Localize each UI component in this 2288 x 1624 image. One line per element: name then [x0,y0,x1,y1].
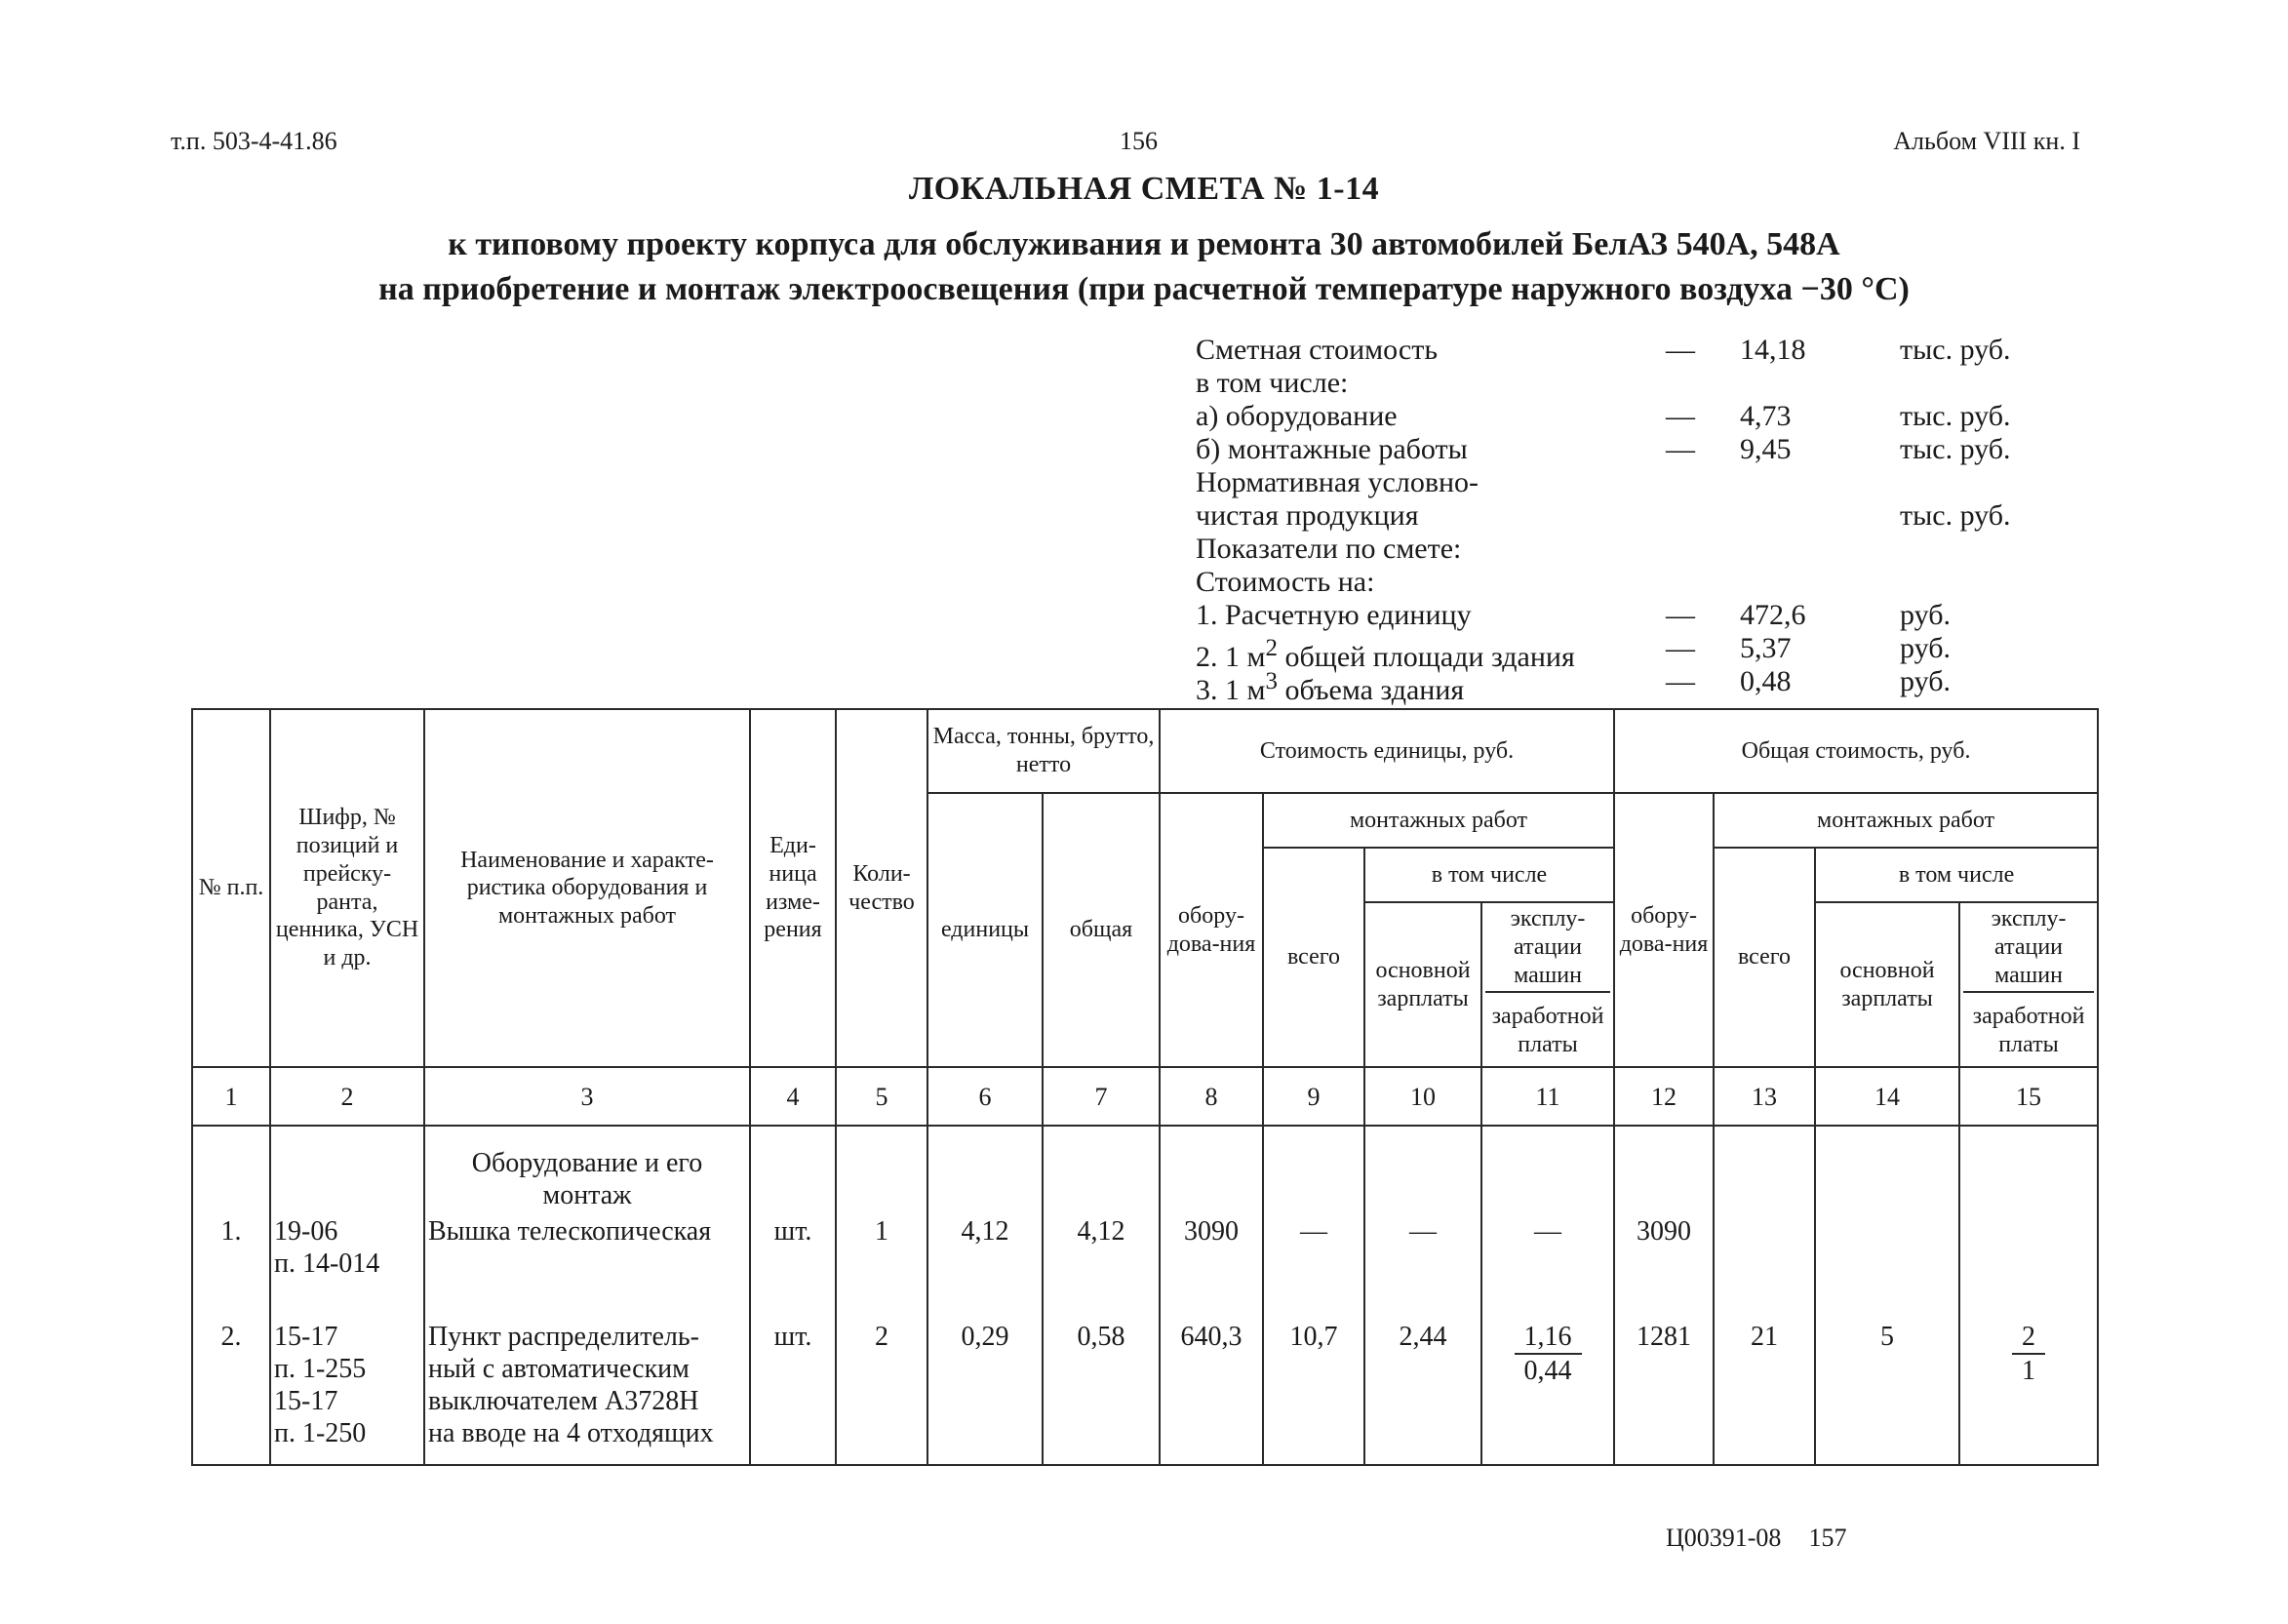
cell-total-install [1714,1213,1815,1319]
summary-unit: руб. [1900,632,1951,664]
summary-label: в том числе: [1196,367,1349,399]
section-title: Оборудование и его монтаж [424,1145,750,1213]
footer-code: Ц00391-08 [1666,1524,1782,1552]
header-mass-unit: единицы [927,793,1043,1067]
cell-mass-unit: 0,29 [927,1319,1043,1465]
summary-label: Показатели по смете: [1196,533,1462,565]
summary-value: 5,37 [1740,632,1792,664]
superscript: 2 [1265,635,1278,661]
code-line: п. 14-014 [274,1248,380,1280]
header-total-including: в том числе [1815,848,2098,902]
summary-unit: руб. [1900,665,1951,697]
header-total-cost: Общая стоимость, руб. [1614,709,2098,793]
name-line: ный с автоматическим [428,1354,690,1385]
header-total-equipment: обору-дова-ния [1614,793,1714,1067]
name-line: выключателем А3728Н [428,1386,699,1417]
code-line: 15-17 [274,1322,338,1353]
cell-unit: шт. [750,1213,836,1319]
cell-code [270,1319,424,1465]
summary-label: 1. Расчетную единицу [1196,599,1472,631]
summary-unit: тыс. руб. [1900,334,2011,366]
column-number: 2 [270,1067,424,1126]
summary-label: а) оборудование [1196,400,1398,432]
spacer-row [192,1126,2098,1145]
cell-unit-equipment: 640,3 [1160,1319,1263,1465]
summary-dash: — [1666,665,1695,697]
label-pre: 3. 1 м [1196,674,1266,706]
header-unit-install: монтажных работ [1263,793,1614,848]
machine-label: эксплу-атации машин [1485,905,1610,993]
summary-dash: — [1666,632,1695,664]
cell-unit-equipment: 3090 [1160,1213,1263,1319]
table-row [192,1213,2098,1319]
summary-value: 14,18 [1740,334,1806,366]
header-mass-total: общая [1043,793,1160,1067]
header-mass: Масса, тонны, брутто, нетто [927,709,1160,793]
cell-total-install: 21 [1714,1319,1815,1465]
cell-total-machine [1959,1213,2098,1319]
cell-total-equipment: 1281 [1614,1319,1714,1465]
subtitle-line-1: к типовому проекту корпуса для обслуживания и ремонта 30 автомобилей БелАЗ 540А, 548А [448,226,1840,262]
cell-name: Вышка телескопическая [424,1213,750,1319]
column-number: 4 [750,1067,836,1126]
code-line: п. 1-255 [274,1354,367,1385]
column-number: 8 [1160,1067,1263,1126]
header-total-machine [1959,902,2098,995]
header-total-install-total: всего [1714,848,1815,1067]
column-number: 7 [1043,1067,1160,1126]
summary-unit: руб. [1900,599,1951,631]
cell-qty: 1 [836,1213,927,1319]
cell-unit-machine: — [1481,1213,1614,1319]
subtitle-line-2: на приобретение и монтаж электроосвещения (при расчетной температуре наружного воздуха −30 °С) [378,271,1910,307]
column-number: 11 [1481,1067,1614,1126]
fraction-bottom: 0,44 [1523,1356,1572,1387]
header-code: Шифр, № позиций и прейску-ранта, ценника, УСН и др. [270,709,424,1067]
summary-label: Нормативная условно- [1196,466,1479,498]
summary-dash: — [1666,599,1695,631]
column-number: 5 [836,1067,927,1126]
document-title: ЛОКАЛЬНАЯ СМЕТА № 1-14 [908,171,1380,207]
name-line: на вводе на 4 отходящих [428,1418,714,1449]
column-number: 10 [1364,1067,1481,1126]
footer [1666,1524,1874,1553]
cell-code [270,1213,424,1319]
table-row [192,1319,2098,1465]
footer-page: 157 [1808,1524,1847,1552]
fraction [2012,1321,2045,1387]
fraction-top: 1,16 [1515,1321,1582,1355]
column-number: 6 [927,1067,1043,1126]
header-total-wages: заработной платы [1959,995,2098,1067]
cell-total-base-salary: 5 [1815,1319,1959,1465]
estimate-table [191,708,2099,1466]
summary-dash: — [1666,433,1695,465]
column-number: 14 [1815,1067,1959,1126]
cell-mass-unit: 4,12 [927,1213,1043,1319]
summary-dash: — [1666,334,1695,366]
summary-value: 4,73 [1740,400,1792,432]
summary-label [1196,665,1464,707]
cell-unit-install-total: — [1263,1213,1364,1319]
column-number: 13 [1714,1067,1815,1126]
name-line: Пункт распределитель- [428,1322,699,1353]
label-post: общей площади здания [1277,641,1575,673]
header-unit-machine [1481,902,1614,995]
fraction [1515,1321,1582,1387]
header-unit-including: в том числе [1364,848,1614,902]
summary-label: Сметная стоимость [1196,334,1439,366]
header-unit-base-salary: основной зарплаты [1364,902,1481,1067]
header-unit-cost: Стоимость единицы, руб. [1160,709,1614,793]
summary-unit: тыс. руб. [1900,499,2011,532]
code-line: 15-17 [274,1386,338,1417]
code-line: 19-06 [274,1216,338,1248]
cell-unit-machine [1481,1319,1614,1465]
cell-mass-total: 0,58 [1043,1319,1160,1465]
summary-label: Стоимость на: [1196,566,1375,598]
summary-value: 0,48 [1740,665,1792,697]
header-unit-equipment: обору-дова-ния [1160,793,1263,1067]
summary-label: чистая продукция [1196,499,1419,532]
cell-total-machine [1959,1319,2098,1465]
cell-num: 2. [192,1319,270,1465]
header-unit-install-total: всего [1263,848,1364,1067]
cell-unit: шт. [750,1319,836,1465]
section-row [192,1145,2098,1213]
column-number: 3 [424,1067,750,1126]
code-line: п. 1-250 [274,1418,367,1449]
column-number: 15 [1959,1067,2098,1126]
superscript: 3 [1265,668,1278,694]
cell-unit-base-salary: — [1364,1213,1481,1319]
summary-dash: — [1666,400,1695,432]
label-pre: 2. 1 м [1196,641,1266,673]
header-total-install: монтажных работ [1714,793,2098,848]
summary-value: 9,45 [1740,433,1792,465]
machine-label: эксплу-атации машин [1963,905,2094,993]
summary-unit: тыс. руб. [1900,433,2011,465]
cell-unit-base-salary: 2,44 [1364,1319,1481,1465]
page-number: 156 [1120,127,1158,155]
header-qty: Коли-чество [836,709,927,1067]
summary-unit: тыс. руб. [1900,400,2011,432]
column-number-row [192,1067,2098,1126]
header-unit: Еди-ница изме-рения [750,709,836,1067]
cell-mass-total: 4,12 [1043,1213,1160,1319]
cell-total-base-salary [1815,1213,1959,1319]
header-total-base-salary: основной зарплаты [1815,902,1959,1067]
cell-total-equipment: 3090 [1614,1213,1714,1319]
header-num: № п.п. [192,709,270,1067]
cell-unit-install-total: 10,7 [1263,1319,1364,1465]
label-post: объема здания [1277,674,1465,706]
fraction-top: 2 [2012,1321,2045,1355]
column-number: 9 [1263,1067,1364,1126]
album-label: Альбом VIII кн. I [1893,127,2080,155]
column-number: 12 [1614,1067,1714,1126]
fraction-bottom: 1 [2022,1356,2036,1387]
summary-label: б) монтажные работы [1196,433,1468,465]
header-unit-wages: заработной платы [1481,995,1614,1067]
column-number: 1 [192,1067,270,1126]
document-id: т.п. 503-4-41.86 [171,127,337,155]
summary-value: 472,6 [1740,599,1806,631]
cell-num: 1. [192,1213,270,1319]
cell-name [424,1319,750,1465]
cell-qty: 2 [836,1319,927,1465]
header-name: Наименование и характе-ристика оборудования и монтажных работ [424,709,750,1067]
